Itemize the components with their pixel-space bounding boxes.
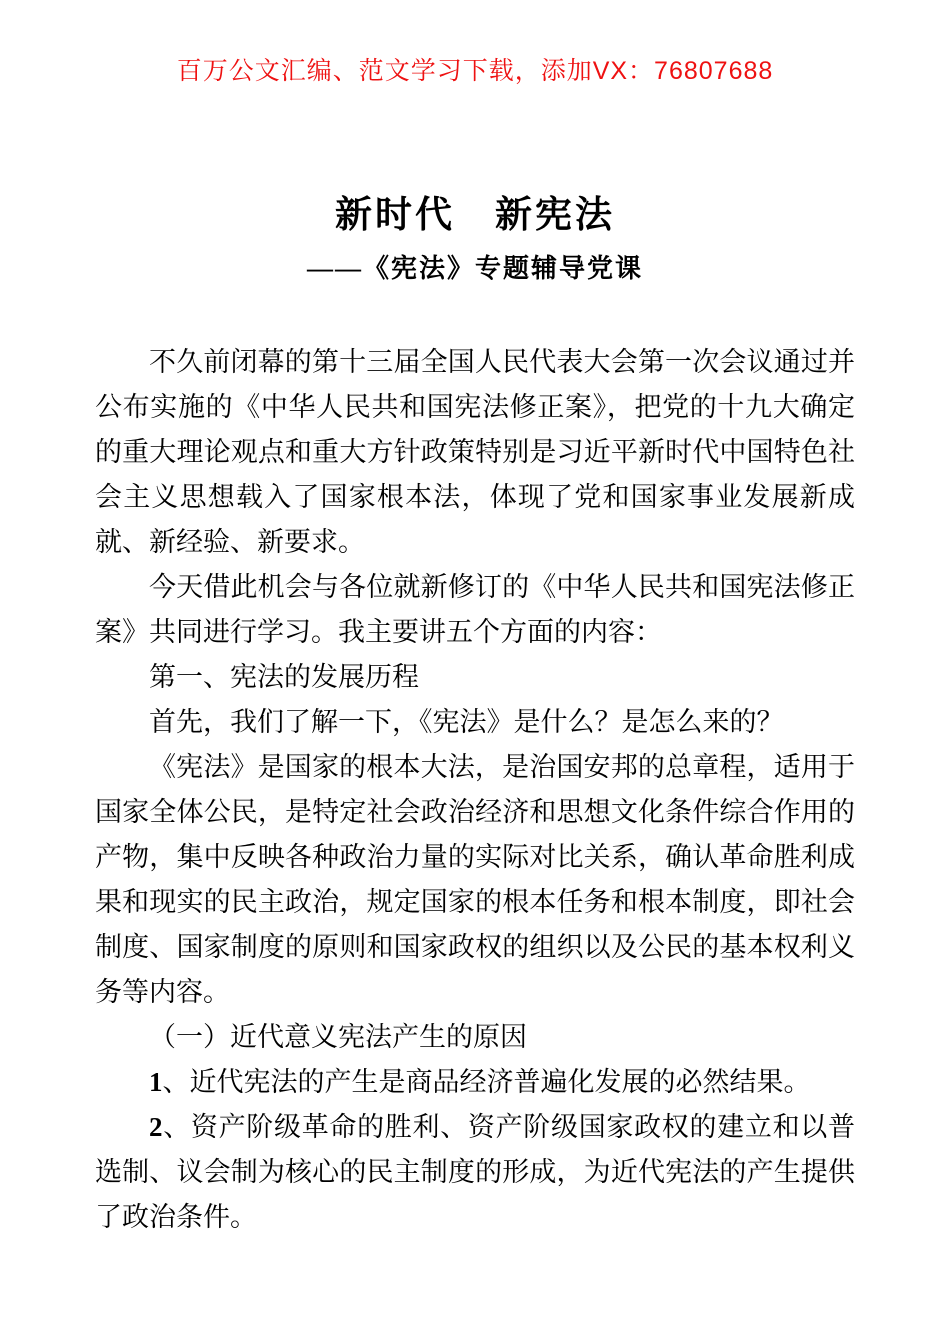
document-body bbox=[95, 340, 855, 1240]
paragraph-text: 、近代宪法的产生是商品经济普遍化发展的必然结果。 bbox=[162, 1067, 811, 1097]
document-subtitle: ——《宪法》专题辅导党课 bbox=[306, 254, 643, 283]
paragraph bbox=[95, 565, 855, 655]
paragraph-text: 、资产阶级革命的胜利、资产阶级国家政权的建立和以普选制、议会制为核心的民主制度的形成，为近代宪法的产生提供了政治条件。 bbox=[95, 1112, 855, 1232]
promo-header-note: 百万公文汇编、范文学习下载，添加VX：76807688 bbox=[176, 57, 774, 85]
paragraph bbox=[95, 745, 855, 1015]
paragraph bbox=[95, 1060, 855, 1105]
paragraph-text: （一）近代意义宪法产生的原因 bbox=[149, 1022, 527, 1052]
paragraph-number: 1 bbox=[149, 1067, 163, 1097]
paragraph-text: 首先，我们了解一下，《宪法》是什么？是怎么来的？ bbox=[149, 707, 784, 737]
paragraph-text: 《宪法》是国家的根本大法，是治国安邦的总章程，适用于国家全体公民，是特定社会政治经济和思想文化条件综合作用的产物，集中反映各种政治力量的实际对比关系，确认革命胜利成果和现实的民主政治，规定国家的根本任务和根本制度，即社会制度、国家制度的原则和国家政权的组织以及公民的基本权利义务等内容。 bbox=[95, 752, 855, 1007]
paragraph-text: 不久前闭幕的第十三届全国人民代表大会第一次会议通过并公布实施的《中华人民共和国宪法修正案》，把党的十九大确定的重大理论观点和重大方针政策特别是习近平新时代中国特色社会主义思想载入了国家根本法，体现了党和国家事业发展新成就、新经验、新要求。 bbox=[95, 347, 855, 557]
document-title: 新时代 新宪法 bbox=[335, 195, 615, 236]
paragraph bbox=[95, 1015, 855, 1060]
paragraph bbox=[95, 1105, 855, 1240]
paragraph-text: 今天借此机会与各位就新修订的《中华人民共和国宪法修正案》共同进行学习。我主要讲五个方面的内容： bbox=[95, 572, 855, 647]
paragraph bbox=[95, 655, 855, 700]
paragraph-text: 第一、宪法的发展历程 bbox=[149, 662, 419, 692]
paragraph bbox=[95, 700, 855, 745]
paragraph bbox=[95, 340, 855, 565]
paragraph-number: 2 bbox=[149, 1112, 163, 1142]
